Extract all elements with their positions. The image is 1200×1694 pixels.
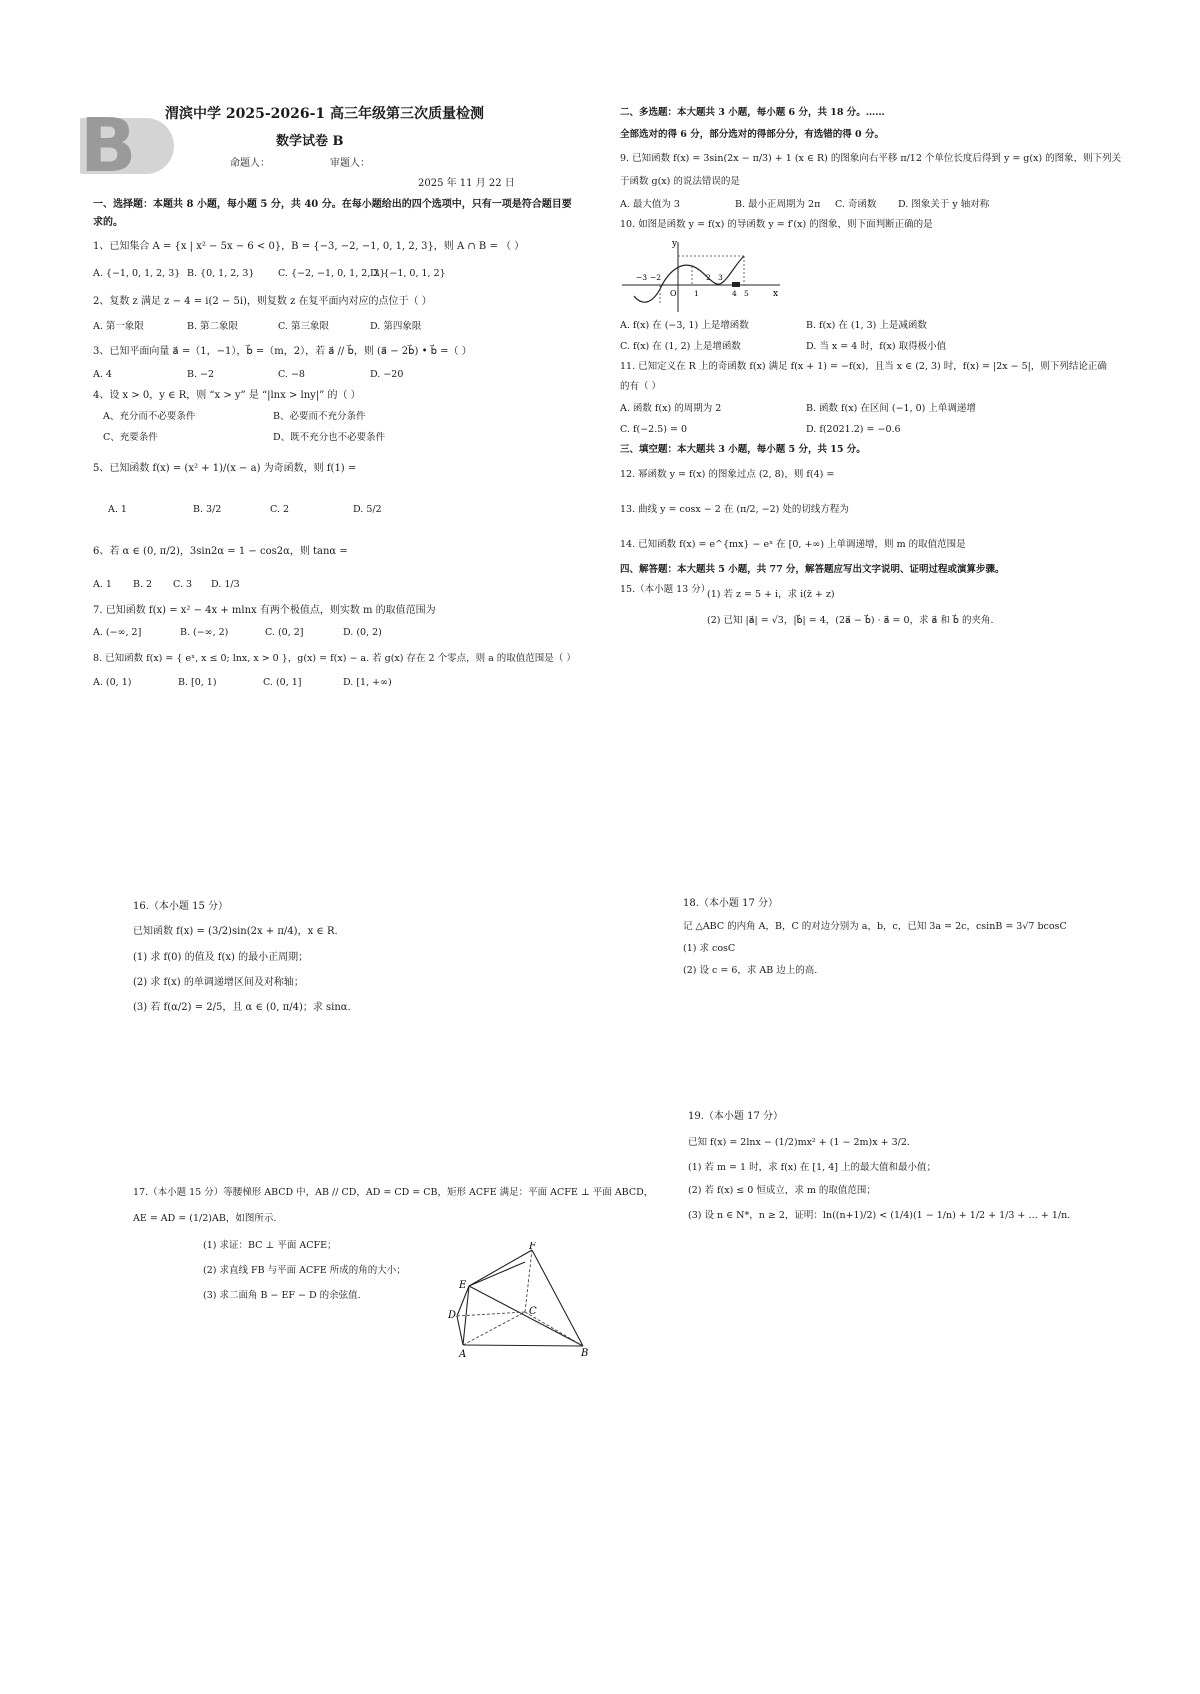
- q7-option-a: A. (−∞, 2]: [93, 627, 142, 638]
- paper-version-logo: B: [80, 103, 135, 189]
- q10-option-b: B. f(x) 在 (1, 3) 上是减函数: [806, 320, 927, 331]
- q1-option-d: D. {−1, 0, 1, 2}: [370, 268, 446, 279]
- q3-option-b: B. −2: [187, 369, 215, 380]
- question-17-part-1: (1) 求证：BC ⊥ 平面 ACFE；: [203, 1240, 337, 1251]
- question-15-part-1: (1) 若 z = 5 + i，求 i(z̄ + z): [707, 589, 835, 600]
- question-8: 8. 已知函数 f(x) = { eˣ, x ≤ 0; lnx, x > 0 }，g(x) = f(x) − a. 若 g(x) 存在 2 个零点，则 a 的取值范围是（ ）: [93, 653, 576, 664]
- q2-option-b: B. 第二象限: [187, 321, 239, 332]
- question-11-cont: 的有（ ）: [620, 381, 662, 392]
- q6-option-c: C. 3: [173, 579, 193, 590]
- q7-option-c: C. (0, 2]: [265, 627, 304, 638]
- reviewer-label: 审题人：: [330, 158, 370, 169]
- q6-option-a: A. 1: [93, 579, 112, 590]
- graph-y-label: y: [672, 239, 678, 249]
- question-16-part-1: (1) 求 f(0) 的值及 f(x) 的最小正周期；: [133, 952, 309, 963]
- derivative-graph: [620, 234, 790, 316]
- question-9: 9. 已知函数 f(x) = 3sin(2x − π/3) + 1 (x ∈ R) 的图象向右平移 π/12 个单位长度后得到 y = g(x) 的图象，则下列关: [620, 153, 1122, 164]
- question-17-part-3: (3) 求二面角 B − EF − D 的余弦值.: [203, 1290, 361, 1301]
- graph-tick-3: 3: [718, 273, 723, 282]
- q5-option-b: B. 3/2: [193, 504, 222, 515]
- question-1: 1、已知集合 A = {x | x² − 5x − 6 < 0}，B = {−3, −2, −1, 0, 1, 2, 3}，则 A ∩ B = （ ）: [93, 241, 525, 252]
- graph-tick-5: 5: [744, 289, 749, 298]
- exam-subtitle: 数学试卷 B: [276, 134, 344, 149]
- question-15-part-2: (2) 已知 |a⃗| = √3，|b⃗| = 4，(2a⃗ − b⃗) · a⃗ = 0，求 a⃗ 和 b⃗ 的夹角.: [707, 615, 994, 626]
- q1-option-c: C. {−2, −1, 0, 1, 2, 3}: [278, 268, 386, 279]
- q8-option-c: C. (0, 1]: [263, 677, 302, 688]
- q9-option-d: D. 图象关于 y 轴对称: [898, 199, 990, 210]
- exam-title: 渭滨中学 2025-2026-1 高三年级第三次质量检测: [165, 106, 485, 122]
- question-18-part-1: (1) 求 cosC: [683, 943, 736, 954]
- question-18-part-2: (2) 设 c = 6，求 AB 边上的高.: [683, 965, 818, 976]
- question-9-cont: 于函数 g(x) 的说法错误的是: [620, 176, 740, 187]
- q1-option-a: A. {−1, 0, 1, 2, 3}: [93, 268, 181, 279]
- question-13: 13. 曲线 y = cosx − 2 在 (π/2, −2) 处的切线方程为: [620, 504, 849, 515]
- question-17-part-2: (2) 求直线 FB 与平面 ACFE 所成的角的大小；: [203, 1265, 406, 1276]
- question-18-line-1: 记 △ABC 的内角 A，B，C 的对边分别为 a，b，c，已知 3a = 2c，csinB = 3√7 bcosC: [683, 921, 1067, 932]
- question-19-title: 19.（本小题 17 分）: [688, 1111, 783, 1122]
- q8-option-a: A. (0, 1): [93, 677, 132, 688]
- question-11: 11. 已知定义在 R 上的奇函数 f(x) 满足 f(x + 1) = −f(x)，且当 x ∈ (2, 3) 时，f(x) = |2x − 5|，则下列结论正确: [620, 361, 1107, 372]
- question-16-line-1: 已知函数 f(x) = (3/2)sin(2x + π/4)，x ∈ R.: [133, 926, 338, 937]
- graph-x-label: x: [773, 289, 779, 299]
- question-19-part-3: (3) 设 n ∈ N*，n ≥ 2，证明：ln((n+1)/2) < (1/4)(1 − 1/n) + 1/2 + 1/3 + … + 1/n.: [688, 1210, 1071, 1221]
- graph-tick-2: 2: [706, 273, 711, 282]
- q6-option-b: B. 2: [133, 579, 153, 590]
- section-1-heading-cont: 求的。: [93, 217, 123, 228]
- q3-option-a: A. 4: [93, 369, 112, 380]
- question-12: 12. 幂函数 y = f(x) 的图象过点 (2, 8)，则 f(4) =: [620, 469, 835, 480]
- question-18-title: 18.（本小题 17 分）: [683, 898, 778, 909]
- q2-option-d: D. 第四象限: [370, 321, 422, 332]
- q11-option-a: A. 函数 f(x) 的周期为 2: [620, 403, 722, 414]
- q6-option-d: D. 1/3: [211, 579, 240, 590]
- section-1-heading: 一、选择题：本题共 8 小题，每小题 5 分，共 40 分。在每小题给出的四个选项中，只有一项是符合题目要: [93, 199, 572, 210]
- section-2-heading-cont: 全部选对的得 6 分，部分选对的得部分分，有选错的得 0 分。: [620, 129, 884, 140]
- q3-option-d: D. −20: [370, 369, 404, 380]
- q9-option-a: A. 最大值为 3: [620, 199, 680, 210]
- q11-option-b: B. 函数 f(x) 在区间 (−1, 0) 上单调递增: [806, 403, 976, 414]
- geometry-figure-17: [445, 1242, 600, 1360]
- figure-label-d: D: [448, 1310, 457, 1321]
- q3-option-c: C. −8: [278, 369, 305, 380]
- setter-label: 命题人：: [230, 158, 270, 169]
- question-10: 10. 如图是函数 y = f(x) 的导函数 y = f′(x) 的图象，则下面判断正确的是: [620, 219, 933, 230]
- q1-option-b: B. {0, 1, 2, 3}: [187, 268, 255, 279]
- question-7: 7. 已知函数 f(x) = x² − 4x + mlnx 有两个极值点，则实数 m 的取值范围为: [93, 605, 436, 616]
- graph-tick-neg2: −2: [650, 273, 662, 282]
- figure-label-b: B: [581, 1348, 589, 1359]
- q2-option-c: C. 第三象限: [278, 321, 329, 332]
- q7-option-b: B. (−∞, 2): [180, 627, 229, 638]
- question-14: 14. 已知函数 f(x) = e^{mx} − eˣ 在 [0, +∞) 上单调递增，则 m 的取值范围是: [620, 539, 966, 550]
- q10-option-d: D. 当 x = 4 时，f(x) 取得极小值: [806, 341, 947, 352]
- q11-option-d: D. f(2021.2) = −0.6: [806, 424, 901, 435]
- figure-label-e: E: [459, 1280, 467, 1291]
- figure-label-a: A: [459, 1349, 467, 1360]
- section-3-heading: 三、填空题：本大题共 3 小题，每小题 5 分，共 15 分。: [620, 444, 866, 455]
- q5-option-c: C. 2: [270, 504, 290, 515]
- question-4: 4、设 x > 0，y ∈ R，则 “x > y” 是 “|lnx > lny|” 的（ ）: [93, 390, 361, 401]
- q5-option-d: D. 5/2: [353, 504, 382, 515]
- q4-option-c: C、充要条件: [103, 432, 158, 443]
- figure-label-c: C: [529, 1306, 537, 1317]
- question-17-line-1: 17.（本小题 15 分）等腰梯形 ABCD 中，AB // CD，AD = CD = CB，矩形 ACFE 满足：平面 ACFE ⊥ 平面 ABCD，: [133, 1187, 654, 1198]
- q5-option-a: A. 1: [108, 504, 127, 515]
- question-16-part-2: (2) 求 f(x) 的单调递增区间及对称轴；: [133, 977, 304, 988]
- section-4-heading: 四、解答题：本大题共 5 小题，共 77 分，解答题应写出文字说明、证明过程或演算步骤。: [620, 564, 1005, 575]
- q7-option-d: D. (0, 2): [343, 627, 382, 638]
- graph-tick-4: 4: [732, 289, 737, 298]
- exam-date: 2025 年 11 月 22 日: [418, 178, 515, 189]
- graph-origin-label: O: [670, 289, 677, 298]
- question-6: 6、若 α ∈ (0, π/2)，3sin2α = 1 − cos2α，则 tanα =: [93, 546, 348, 557]
- q10-option-a: A. f(x) 在 (−3, 1) 上是增函数: [620, 320, 749, 331]
- question-3: 3、已知平面向量 a⃗ =（1，−1），b⃗ =（m，2），若 a⃗ // b⃗，则 (a⃗ − 2b⃗) • b⃗ =（ ）: [93, 346, 472, 357]
- question-16-part-3: (3) 若 f(α/2) = 2/5，且 α ∈ (0, π/4)；求 sinα.: [133, 1002, 351, 1013]
- q8-option-b: B. [0, 1): [178, 677, 217, 688]
- question-19-line-1: 已知 f(x) = 2lnx − (1/2)mx² + (1 − 2m)x + 3/2.: [688, 1137, 910, 1148]
- graph-tick-neg3: −3: [636, 273, 648, 282]
- question-16-title: 16.（本小题 15 分）: [133, 901, 228, 912]
- q10-option-c: C. f(x) 在 (1, 2) 上是增函数: [620, 341, 741, 352]
- graph-tick-1: 1: [694, 289, 699, 298]
- question-15: 15.（本小题 13 分）: [620, 584, 711, 595]
- q9-option-b: B. 最小正周期为 2π: [735, 199, 821, 210]
- question-19-part-2: (2) 若 f(x) ≤ 0 恒成立，求 m 的取值范围；: [688, 1185, 876, 1196]
- q4-option-b: B、必要而不充分条件: [273, 411, 366, 422]
- section-2-heading: 二、多选题：本大题共 3 小题，每小题 6 分，共 18 分。……: [620, 107, 885, 118]
- question-19-part-1: (1) 若 m = 1 时，求 f(x) 在 [1, 4] 上的最大值和最小值；: [688, 1162, 936, 1173]
- question-2: 2、复数 z 满足 z − 4 = i(2 − 5i)，则复数 z 在复平面内对应的点位于（ ）: [93, 296, 432, 307]
- q4-option-a: A、充分而不必要条件: [103, 411, 196, 422]
- question-5: 5、已知函数 f(x) = (x² + 1)/(x − a) 为奇函数，则 f(1) =: [93, 463, 357, 474]
- q11-option-c: C. f(−2.5) = 0: [620, 424, 688, 435]
- q8-option-d: D. [1, +∞): [343, 677, 392, 688]
- q4-option-d: D、既不充分也不必要条件: [273, 432, 386, 443]
- question-17-line-2: AE = AD = (1/2)AB，如图所示.: [133, 1213, 277, 1224]
- q2-option-a: A. 第一象限: [93, 321, 144, 332]
- figure-label-f: F: [529, 1242, 536, 1252]
- q9-option-c: C. 奇函数: [835, 199, 877, 210]
